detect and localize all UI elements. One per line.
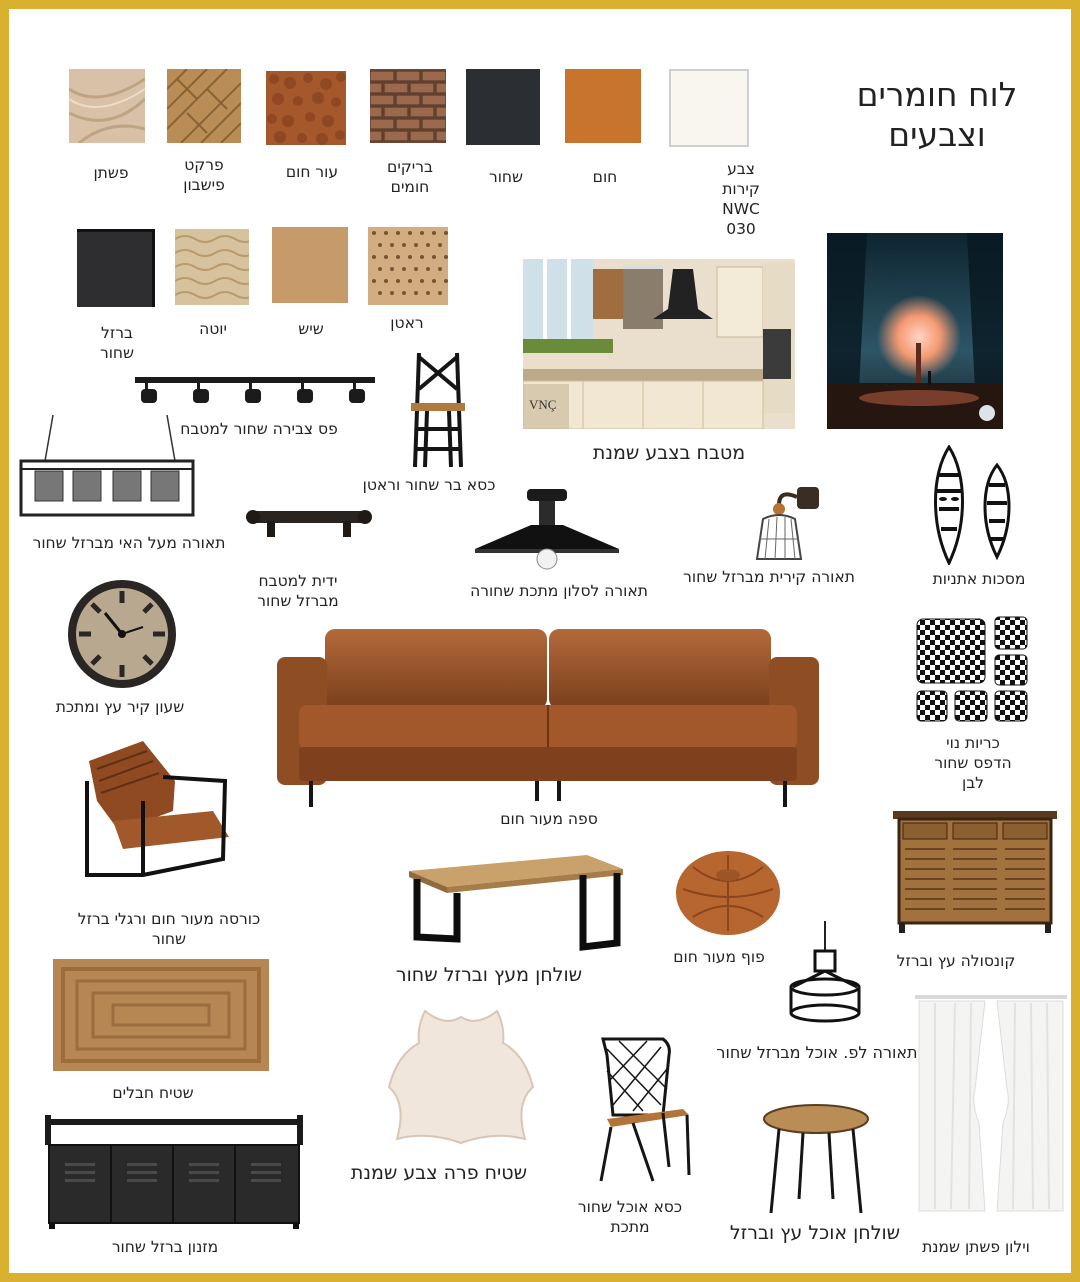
cowhide-rug-image xyxy=(385,1007,537,1147)
label-curtain: וילון פשתן שמנת xyxy=(922,1238,1030,1256)
dining-table-image xyxy=(761,1103,871,1215)
board-title: לוח חומרים וצבעים xyxy=(856,75,1018,154)
label-kitchen-handle: ידית למטבח מברזל שחור xyxy=(257,572,339,610)
brick-texture xyxy=(370,69,446,143)
jute-texture xyxy=(175,229,249,305)
label-kitchen: מטבח בצבע שמנת xyxy=(592,442,746,464)
swatch-linen xyxy=(69,69,145,143)
bar-stool-image xyxy=(405,349,471,471)
label-armchair: כורסה מעור חום ורגלי ברזל שחור xyxy=(77,910,261,948)
label-sofa: ספה מעור חום xyxy=(500,810,598,828)
swatch-label-jute: יוטה xyxy=(199,320,227,338)
linen-texture xyxy=(69,69,145,143)
swatch-herringbone-parquet xyxy=(167,69,241,143)
swatch-label-brown-bricks: בריקים חומים xyxy=(387,158,433,196)
swatch-label-rattan: ראטן xyxy=(390,314,424,332)
swatch-label-brown-leather: עור חום xyxy=(285,163,339,181)
sofa-image xyxy=(275,627,821,807)
swatch-brown xyxy=(565,69,641,143)
label-cowhide-rug: שטיח פרה צבע שמנת xyxy=(350,1162,528,1184)
swatch-black-iron xyxy=(77,229,155,307)
swatch-brown-bricks xyxy=(370,69,446,143)
pouf-image xyxy=(673,845,783,937)
swatch-jute xyxy=(175,229,249,305)
label-console: קונסולה עץ וברזל xyxy=(896,952,1016,970)
leather-texture xyxy=(266,71,346,145)
label-dining-table: שולחן אוכל עץ וברזל xyxy=(729,1222,901,1244)
swatch-marble xyxy=(272,227,348,303)
label-cushions: כריות נוי הדפס שחור לבן xyxy=(934,734,1012,792)
ethnic-mask-icon xyxy=(925,445,1021,565)
cushion-icon xyxy=(915,615,1031,725)
kitchen-logo: VNÇ xyxy=(529,397,557,412)
island-light-image xyxy=(17,413,197,519)
label-spot-rail: פס צבירה שחור למטבח xyxy=(180,420,338,438)
kitchen-photo xyxy=(523,259,795,429)
swatch-label-wall-paint: צבע קירות NWC 030 xyxy=(722,160,760,238)
swatch-label-marble: שיש xyxy=(298,320,324,338)
swatch-label-black-iron: ברזל שחור xyxy=(99,324,135,362)
parquet-texture xyxy=(167,69,241,143)
dining-chair-image xyxy=(593,1035,693,1183)
label-dining-chair: כסא אוכל שחור מתכת xyxy=(577,1198,683,1236)
swatch-wall-paint xyxy=(669,69,749,147)
living-light-image xyxy=(469,487,625,577)
swatch-rattan xyxy=(368,227,448,305)
label-pouf: פוף מעור חום xyxy=(673,948,765,966)
swatch-label-brown: חום xyxy=(592,168,618,186)
curtain-image xyxy=(915,993,1067,1213)
swatch-black xyxy=(466,69,540,145)
sideboard-image xyxy=(45,1115,303,1229)
label-rope-rug: שטיח חבלים xyxy=(112,1084,194,1102)
coffee-table-image xyxy=(407,851,625,953)
label-masks: מסכות אתניות xyxy=(932,570,1026,588)
label-coffee-table: שולחן מעץ וברזל שחור xyxy=(395,964,583,986)
wall-clock-icon xyxy=(65,577,179,691)
label-sideboard: מזנון ברזל שחור xyxy=(111,1238,219,1256)
swatch-label-parquet: פרקט פישבון xyxy=(183,156,225,194)
swatch-label-black: שחור xyxy=(488,168,524,186)
label-wall-lamp: תאורה קירית מברזל שחור xyxy=(683,568,855,586)
rattan-texture xyxy=(368,227,448,305)
tree-artwork-icon xyxy=(827,233,1003,429)
wall-lamp-image xyxy=(739,479,825,565)
rope-rug-image xyxy=(53,959,269,1071)
label-island-light: תאורה מעל האי מברזל שחור xyxy=(32,534,226,552)
label-bar-stool: כסא בר שחור וראטן xyxy=(362,476,496,494)
spot-rail-image xyxy=(135,375,375,411)
armchair-image xyxy=(83,741,231,879)
console-image xyxy=(891,807,1059,933)
swatch-brown-leather xyxy=(266,71,346,145)
kitchen-handle-image xyxy=(245,501,373,541)
label-clock: שעון קיר עץ ומתכת xyxy=(55,698,185,716)
label-dining-light: תאורה לפ. אוכל מברזל שחור xyxy=(716,1043,918,1062)
dining-light-image xyxy=(785,921,865,1025)
swatch-label-linen: פשתן xyxy=(93,164,129,182)
label-living-light: תאורה לסלון מתכת שחורה xyxy=(470,582,648,600)
